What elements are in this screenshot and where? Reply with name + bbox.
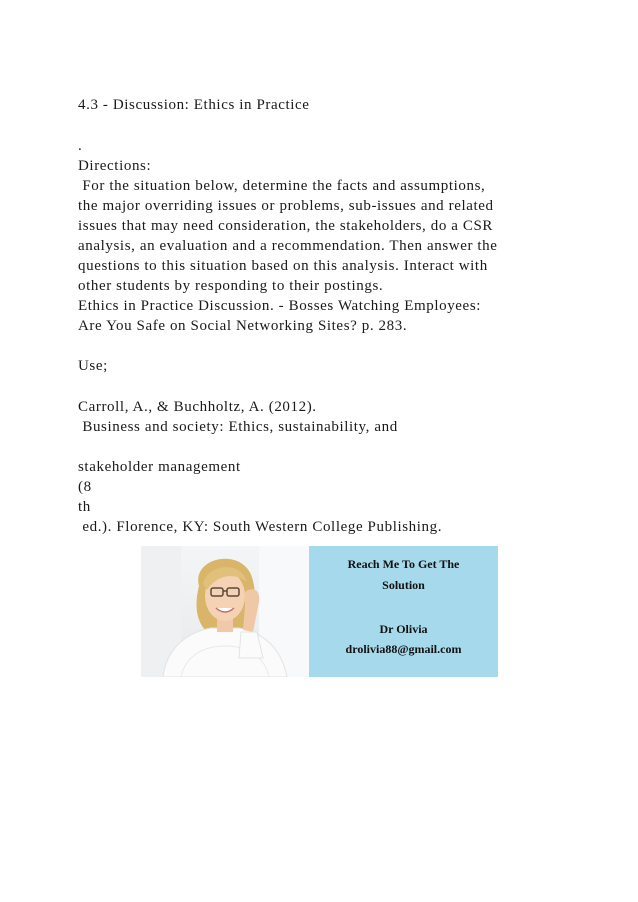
text-line: issues that may need consideration, the stakeholders, do a CSR [78,218,494,234]
text-line: other students by responding to their postings. [78,278,384,294]
citation-line: th [78,499,91,515]
text-line: Are You Safe on Social Networking Sites? p. 283. [78,318,408,334]
document-title: 4.3 - Discussion: Ethics in Practice [78,97,310,113]
ad-headline: Reach Me To Get The [347,557,460,571]
contact-ad[interactable] [309,546,498,677]
citation-line: Business and society: Ethics, sustainability, and [78,419,398,435]
promo-banner[interactable] [141,546,498,677]
ad-email-link[interactable]: drolivia88@gmail.com [345,642,462,656]
text-line: analysis, an evaluation and a recommendation. Then answer the [78,238,498,254]
text-line: questions to this situation based on this analysis. Interact with [78,258,488,274]
woman-photo [141,546,309,677]
citation-line: stakeholder management [78,459,241,475]
use-label: Use; [78,358,108,374]
text-line: Ethics in Practice Discussion. - Bosses Watching Employees: [78,298,482,314]
directions-heading: Directions: [78,158,152,174]
text-line: the major overriding issues or problems, sub-issues and related [78,198,494,214]
citation-line: Carroll, A., & Buchholtz, A. (2012). [78,399,317,415]
citation-line: ed.). Florence, KY: South Western College Publishing. [78,519,443,535]
text-line: For the situation below, determine the facts and assumptions, [78,178,486,194]
text-line: . [78,138,83,154]
ad-headline-2: Solution [382,578,425,592]
ad-contact-name: Dr Olivia [379,622,428,636]
citation-line: (8 [78,479,92,495]
